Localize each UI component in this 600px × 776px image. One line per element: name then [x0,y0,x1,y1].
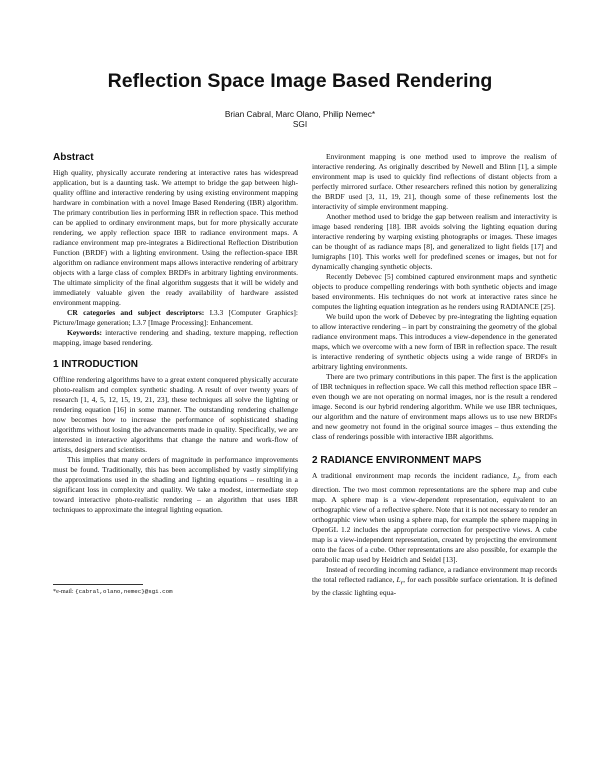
subscript-i: i [517,475,519,483]
footnote [53,584,298,596]
left-column [53,152,298,515]
body-paragraph-3: Recently Debevec [5] combined captured environment maps and synthetic objects to produce compelling renderings with both synthetic objects and image based environments. His techniques do not work at interactive rates since he computes the lighting equation integration as he renders using RADIANCE [25]. [312,272,557,311]
intro-heading: 1 INTRODUCTION [53,359,138,370]
section-2-paragraph-2 [312,565,557,599]
s2p2-text-a: Instead of recording incoming radiance, a radiance environment map records the total reflected radiance, [312,564,557,584]
section-2-paragraph-1 [312,471,557,565]
body-paragraph-1: Environment mapping is one method used to improve the realism of interactive rendering. As originally described by Newell and Blinn [1], a simple environment map is used to quickly find reflections of distant objects from a perfectly mirrored surface. Other researchers refined this notion by generalizing the BRDF used [3, 11, 19, 21], though some of these refinements lost the interactivity of simple environment mapping. [312,152,557,211]
s2p2-text-b: , for each possible surface orientation. It is defined by the classic lighting equa- [312,574,558,597]
footnote-label: *e-mail: [53,588,74,595]
cr-categories [53,308,298,328]
subscript-r: r [400,579,404,586]
footnote-email: {cabral,olano,nemec}@sgi.com [75,588,173,595]
s2p1-text-b: , from each direction. The two most common representations are the sphere map and cube map. A sphere map is a view-dependent representation, equivalent to an orthographic view of a reflective sphere. Note that it is not necessary to render an orthographic view when using a sphere map, for example the sphere mapping in OpenGL 1.2 includes the appropriate correction for perspective views. A cube map is a view-independent representation, created by projecting the environment onto the faces of a cube. Other representations are also possible, for example the parabolic map used by Heidrich and Seidel [13]. [312,471,558,564]
cr-text: I.3.3 [Computer Graphics]: Picture/Image generation; I.3.7 [Image Processing]: Enhancement. [53,308,298,327]
body-paragraph-4: We build upon the work of Debevec by pre-integrating the lighting equation to allow interactive rendering – in part by constraining the geometry of the global radiance environment maps. This introduces a view-dependence in the generated maps, which we overcome with a new form of IBR in reflection space. The result is interactive rendering of synthetic objects using a wide range of BRDFs in arbitrary lighting environments. [312,312,557,371]
symbol-L: L [396,574,401,584]
intro-paragraph-1: Offline rendering algorithms have to a great extent conquered physically accurate photo-realism and complex synthetic shading. A result of over twenty years of research [1, 4, 5, 12, 15, 19, 21, 23], these techniques all solve the lighting or rendering equation [16] in some manner. The outstanding rendering challenge now becomes how to increase the performance of sophisticated shading algorithms without losing the advancements made in quality. Specifically, we are interested in interactive algorithms that change the nature and work-flow of artists, designers and scientists. [53,375,298,454]
abstract-heading: Abstract [53,152,94,163]
body-paragraph-5: There are two primary contributions in this paper. The first is the application of IBR techniques in reflection space. We call this method reflection space IBR – even though we are not operating on normal images, nor is the result a rendered image. Second is our hybrid rendering algorithm. While we use IBR techniques, our algorithm and the nature of environment maps allows us to use new BRDFs and new geometry not found in the original source images – thus extending the class of renderings possible with interactive IBR algorithms. [312,372,557,441]
abstract-text: High quality, physically accurate rendering at interactive rates has widespread application, but is a daunting task. We attempt to bridge the gap between high-quality offline and interactive rendering by using existing environment mapping hardware in combination with a novel Image Based Rendering (IBR) algorithm. The primary contribution lies in performing IBR in reflection space. This method can be applied to ordinary environment maps, but for more physically accurate rendering, we apply reflection space IBR to radiance environment maps. A radiance environment map pre-integrates a Bidirectional Reflection Distribution Function (BRDF) with a lighting environment. Using the reflection-space IBR algorithm on radiance environment maps allows interactive rendering of arbitrary objects with a large class of complex BRDFs in arbitrary lighting environments. The ultimate simplicity of the final algorithm suggests that it will be widely and immediately valuable given the ready availability of hardware assisted environment mapping. [53,168,298,307]
body-paragraph-2: Another method used to bridge the gap between realism and interactivity is image based rendering [18]. IBR avoids solving the lighting equation during interactive rendering by warping existing photographs or images. These images can be thought of as radiance maps [8], and generalized to light fields [17] and lumigraphs [10]. This works well for predefined scenes or images, but not for dynamically changing synthetic objects. [312,212,557,271]
keywords-text: interactive rendering and shading, texture mapping, reflection mapping, image based rendering. [53,328,299,347]
footnote-rule [53,584,143,585]
right-column [312,152,557,598]
author-block [0,109,600,129]
affiliation: SGI [292,119,308,129]
paper-title: Reflection Space Image Based Rendering [107,70,493,92]
symbol-L: L [512,471,518,480]
keywords-label: Keywords: [67,328,102,337]
intro-paragraph-2: This implies that many orders of magnitude in performance improvements must be found. Traditionally, this has been accomplished by vastly simplifying the approximations used in the shading and lighting equations – resulting in a significant loss in complexity and quality. We take a modest, intermediate step toward interactive photo-realistic rendering – an algorithm that uses IBR techniques to approximate the integral lighting equation. [53,455,298,514]
authors: Brian Cabral, Marc Olano, Philip Nemec* [224,109,376,119]
cr-label: CR categories and subject descriptors: [67,308,205,317]
keywords [53,328,298,348]
section-2-heading: 2 RADIANCE ENVIRONMENT MAPS [312,455,482,466]
s2p1-text-a: A traditional environment map records the incident radiance, [312,471,510,480]
